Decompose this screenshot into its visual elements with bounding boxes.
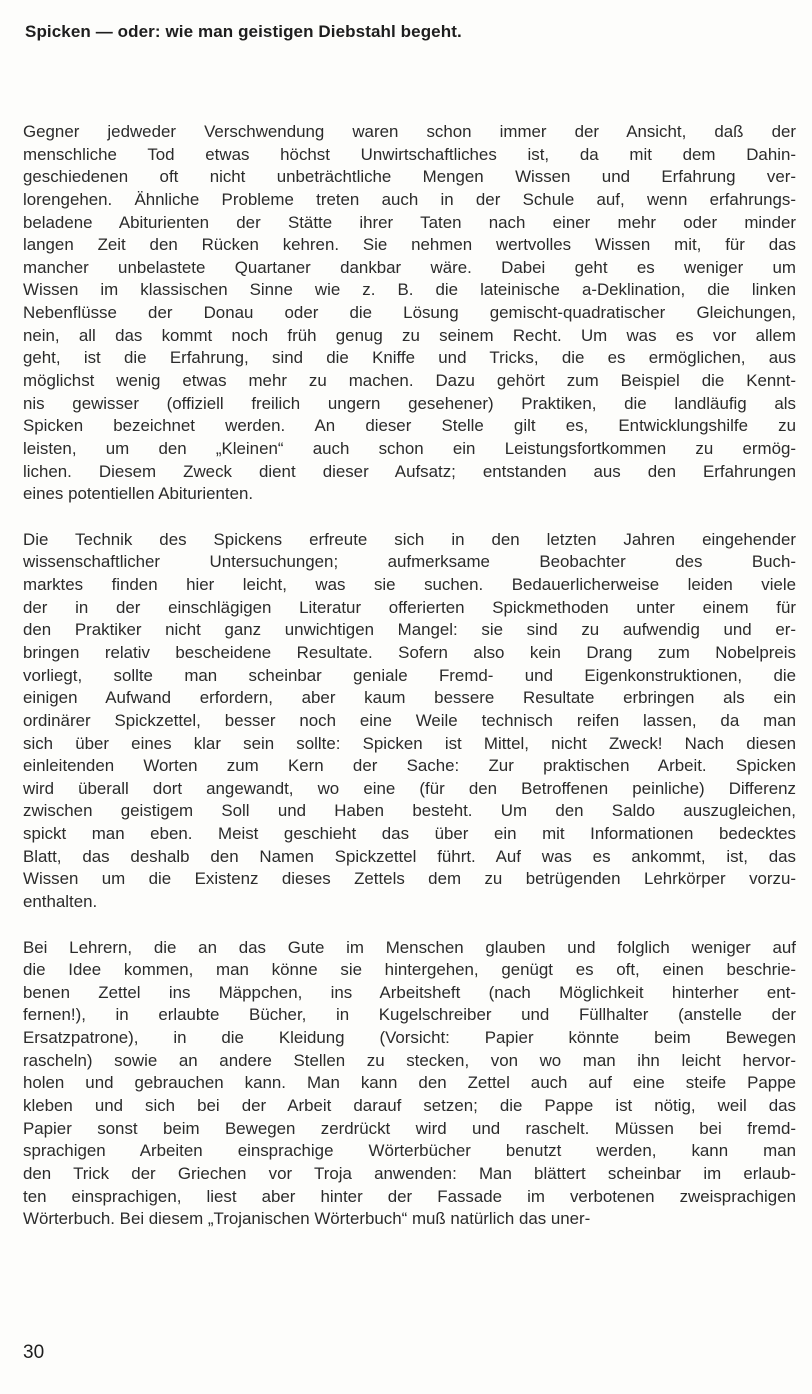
text-line: Wörterbuch. Bei diesem „Trojanischen Wörterbuch“ muß natürlich das uner- <box>23 1209 591 1229</box>
text-line: rascheln) sowie an andere Stellen zu stecken, von wo man ihn leicht hervor- <box>23 1050 796 1070</box>
text-line: möglichst wenig etwas mehr zu machen. Dazu gehört zum Beispiel die Kennt- <box>23 371 796 391</box>
chapter-heading: Spicken — oder: wie man geistigen Diebstahl begeht. <box>25 22 462 41</box>
text-line: sprachigen Arbeiten einsprachige Wörterbücher benutzt werden, kann man <box>23 1141 796 1161</box>
text-line: nein, all das kommt noch früh genug zu seinem Recht. Um was es vor allem <box>23 325 796 345</box>
text-line: mancher unbelastete Quartaner dankbar wäre. Dabei geht es weniger um <box>23 257 796 277</box>
text-line: ordinärer Spickzettel, besser noch eine Weile technisch reifen lassen, da man <box>23 710 796 730</box>
text-line: holen und gebrauchen kann. Man kann den Zettel auch auf eine steife Pappe <box>23 1073 796 1093</box>
text-line: spickt man eben. Meist geschieht das über ein mit Informationen bedecktes <box>23 824 796 844</box>
text-line: marktes finden hier leicht, was sie suchen. Bedauerlicherweise leiden viele <box>23 575 796 595</box>
text-line: leisten, um den „Kleinen“ auch schon ein Leistungsfortkommen zu ermög- <box>23 438 796 458</box>
text-line: wissenschaftlicher Untersuchungen; aufmerksame Beobachter des Buch- <box>23 552 796 572</box>
text-line: die Idee kommen, man könne sie hintergehen, genügt es oft, einen beschrie- <box>23 960 796 980</box>
paragraph <box>23 529 796 914</box>
text-line: wird überall dort angewandt, wo eine (für den Betroffenen peinliche) Differenz <box>23 778 796 798</box>
text-line: Wissen um die Existenz dieses Zettels dem zu betrügenden Lehrkörper vorzu- <box>23 869 796 889</box>
text-line: fernen!), in erlaubte Bücher, in Kugelschreiber und Füllhalter (anstelle der <box>23 1005 796 1025</box>
text-line: den Praktiker nicht ganz unwichtigen Mangel: sie sind zu aufwendig und er- <box>23 620 796 640</box>
text-line: Spicken bezeichnet werden. An dieser Stelle gilt es, Entwicklungshilfe zu <box>23 416 796 436</box>
text-line: lorengehen. Ähnliche Probleme treten auch in der Schule auf, wenn erfahrungs- <box>23 189 796 209</box>
text-line: Die Technik des Spickens erfreute sich in den letzten Jahren eingehender <box>23 529 796 549</box>
text-line: Ersatzpatrone), in die Kleidung (Vorsicht: Papier könnte beim Bewegen <box>23 1028 796 1048</box>
paragraph <box>23 937 796 1231</box>
text-line: Nebenflüsse der Donau oder die Lösung gemischt-quadratischer Gleichungen, <box>23 303 796 323</box>
text-line: eines potentiellen Abiturienten. <box>23 484 254 504</box>
text-line: bringen relativ bescheidene Resultate. Sofern also kein Drang zum Nobelpreis <box>23 642 796 662</box>
text-line: lichen. Diesem Zweck dient dieser Aufsatz; entstanden aus den Erfahrungen <box>23 461 796 481</box>
body-text <box>23 121 796 1254</box>
text-line: zwischen geistigem Soll und Haben besteht. Um den Saldo auszugleichen, <box>23 801 796 821</box>
text-line: einigen Aufwand erfordern, aber kaum bessere Resultate erbringen als ein <box>23 688 796 708</box>
text-line: menschliche Tod etwas höchst Unwirtschaftliches ist, da mit dem Dahin- <box>23 144 796 164</box>
text-line: benen Zettel ins Mäppchen, ins Arbeitsheft (nach Möglichkeit hinterher ent- <box>23 982 796 1002</box>
text-line: kleben und sich bei der Arbeit darauf setzen; die Pappe ist nötig, weil das <box>23 1096 796 1116</box>
text-line: Papier sonst beim Bewegen zerdrückt wird und raschelt. Müssen bei fremd- <box>23 1118 796 1138</box>
text-line: geht, ist die Erfahrung, sind die Kniffe und Tricks, die es ermöglichen, aus <box>23 348 796 368</box>
text-line: ten einsprachigen, liest aber hinter der Fassade im verbotenen zweisprachigen <box>23 1186 796 1206</box>
text-line: Bei Lehrern, die an das Gute im Menschen glauben und folglich weniger auf <box>23 937 796 957</box>
text-line: Gegner jedweder Verschwendung waren schon immer der Ansicht, daß der <box>23 122 796 141</box>
text-line: vorliegt, sollte man scheinbar geniale Fremd- und Eigenkonstruktionen, die <box>23 665 796 685</box>
text-line: langen Zeit den Rücken kehren. Sie nehmen wertvolles Wissen mit, für das <box>23 235 796 255</box>
text-line: enthalten. <box>23 892 98 912</box>
text-line: Wissen im klassischen Sinne wie z. B. die lateinische a-Deklination, die linken <box>23 280 796 300</box>
text-line: geschiedenen oft nicht unbeträchtliche Mengen Wissen und Erfahrung ver- <box>23 167 796 187</box>
text-line: den Trick der Griechen vor Troja anwenden: Man blättert scheinbar im erlaub- <box>23 1163 796 1183</box>
text-line: sich über eines klar sein sollte: Spicken ist Mittel, nicht Zweck! Nach diesen <box>23 733 796 753</box>
text-line: beladene Abiturienten der Stätte ihrer Taten nach einer mehr oder minder <box>23 212 796 232</box>
text-line: nis gewisser (offiziell freilich ungern gesehener) Praktiken, die landläufig als <box>23 393 796 413</box>
text-line: der in der einschlägigen Literatur offerierten Spickmethoden unter einem für <box>23 597 796 617</box>
text-line: Blatt, das deshalb den Namen Spickzettel führt. Auf was es ankommt, ist, das <box>23 846 796 866</box>
text-line: einleitenden Worten zum Kern der Sache: Zur praktischen Arbeit. Spicken <box>23 756 796 776</box>
paragraph <box>23 121 796 506</box>
page-number: 30 <box>23 1342 45 1363</box>
